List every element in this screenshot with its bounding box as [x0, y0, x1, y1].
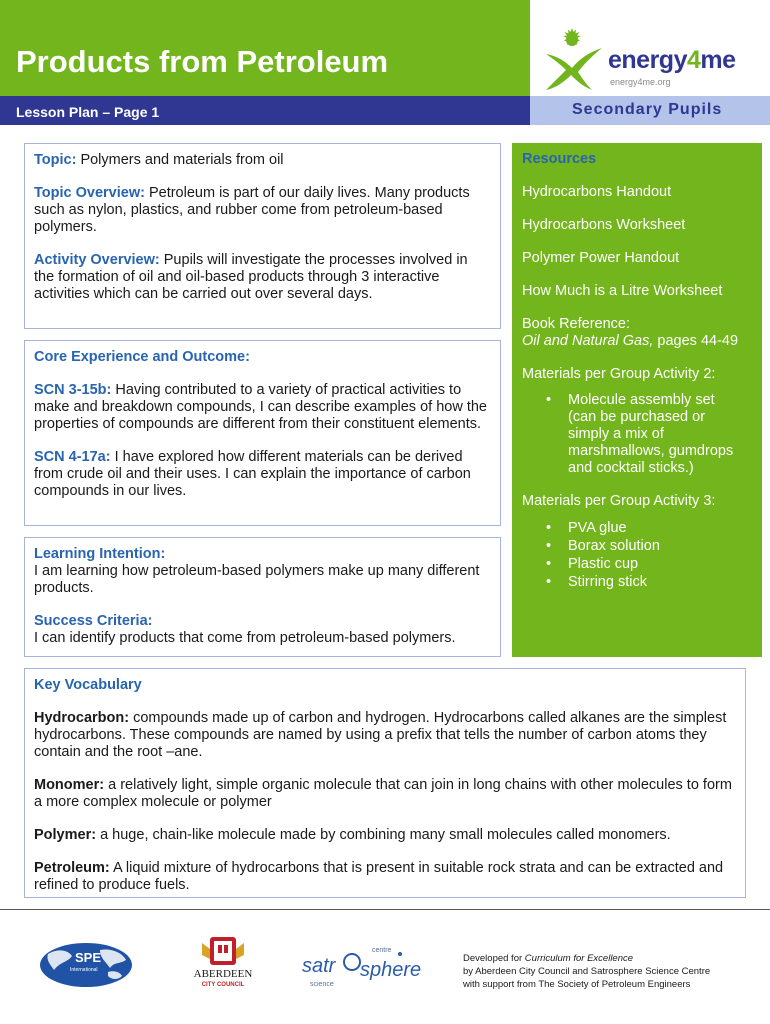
satrosphere-centre: centre	[372, 947, 392, 954]
activity-text: Pupils will investigate the processes involved in the formation of oil and oil-based products through 3 interactive activities which can be carried out over several days.	[34, 252, 468, 302]
list-item: • Borax solution	[522, 537, 752, 555]
activity2-list	[522, 392, 752, 477]
book-reference	[522, 333, 752, 350]
logo-suffix: me	[700, 46, 736, 74]
logo-word: energy	[608, 46, 687, 74]
topic-line	[34, 152, 491, 169]
core-title: Core Experience and Outcome:	[34, 349, 250, 365]
intention-label: Learning Intention:	[34, 546, 166, 562]
resource-item: Hydrocarbons Worksheet	[522, 217, 686, 233]
activity-label: Activity Overview:	[34, 252, 160, 268]
page-subtitle: Lesson Plan – Page 1	[16, 104, 160, 120]
term-label: Petroleum:	[34, 860, 110, 876]
term-definition: compounds made up of carbon and hydrogen. Hydrocarbons called alkanes are the simplest hydrocarbons. These compounds are named by using a prefix that tells the number of carbon atoms they contain and the root –ane.	[34, 710, 727, 760]
logo-number: 4	[686, 46, 701, 74]
vocab-term	[34, 827, 737, 844]
scn2-text: I have explored how different materials can be derived from crude oil and their uses. I can explain the importance of carbon compounds in our lives.	[34, 449, 471, 499]
book-title: Oil and Natural Gas,	[522, 333, 654, 349]
spe-logo-sub: International	[70, 967, 98, 973]
satrosphere-science: science	[310, 981, 334, 988]
credits-line-1	[463, 952, 710, 965]
vocab-term	[34, 777, 737, 811]
topic-overview	[34, 185, 491, 236]
scn1-label: SCN 3-15b:	[34, 382, 112, 398]
credits-prefix: Developed for	[463, 953, 525, 964]
criteria-label: Success Criteria:	[34, 613, 153, 629]
credits-program: Curriculum for Excellence	[524, 953, 634, 964]
spe-logo-text: SPE	[75, 950, 102, 965]
activity3-list	[522, 519, 752, 591]
overview-label: Topic Overview:	[34, 185, 145, 201]
aberdeen-sub: CITY COUNCIL	[201, 982, 245, 988]
logo-url: energy4me.org	[610, 77, 671, 87]
satrosphere-word-a: satr	[302, 955, 336, 977]
topic-label: Topic:	[34, 152, 77, 168]
credits-line-2: by Aberdeen City Council and Satrosphere Science Centre	[463, 966, 711, 977]
resource-item: Polymer Power Handout	[522, 250, 680, 266]
page-title: Products from Petroleum	[16, 44, 389, 79]
credits	[463, 952, 710, 991]
scn1-text: Having contributed to a variety of practical activities to make and breakdown compounds, I can describe examples of how the properties of compounds are different from their constituent elements.	[34, 382, 487, 432]
aberdeen-text: ABERDEEN	[193, 968, 253, 980]
audience-label: Secondary Pupils	[572, 101, 723, 118]
term-label: Polymer:	[34, 827, 97, 843]
term-label: Hydrocarbon:	[34, 710, 130, 726]
resource-item: Hydrocarbons Handout	[522, 184, 672, 200]
activity2-label: Materials per Group Activity 2:	[522, 366, 716, 382]
vocabulary-title: Key Vocabulary	[34, 677, 142, 693]
activity-overview	[34, 252, 491, 303]
term-definition: a relatively light, simple organic molecule that can join in long chains with other molecules to form a more complex molecule or polymer	[34, 777, 732, 810]
core-experience-box	[24, 340, 501, 526]
satrosphere-word-b: sphere	[360, 959, 422, 981]
list-item: • PVA glue	[522, 519, 752, 537]
topic-text: Polymers and materials from oil	[76, 152, 284, 168]
resource-item: How Much is a Litre Worksheet	[522, 283, 723, 299]
activity3-label: Materials per Group Activity 3:	[522, 493, 716, 509]
term-definition: a huge, chain-like molecule made by combining many small molecules called monomers.	[96, 827, 671, 843]
resources-box	[512, 143, 762, 657]
credits-line-3: with support from The Society of Petroleum Engineers	[463, 979, 691, 990]
list-item: • Molecule assembly set (can be purchased or simply a mix of marshmallows, gumdrops and cocktail sticks.)	[522, 392, 738, 477]
learning-box	[24, 537, 501, 657]
scn-4-17a	[34, 449, 491, 500]
intention-text: I am learning how petroleum-based polymers make up many different products.	[34, 563, 480, 596]
vocabulary-box	[24, 668, 746, 898]
scn-3-15b	[34, 382, 491, 433]
list-item: • Plastic cup	[522, 555, 752, 573]
book-pages: pages 44-49	[653, 333, 739, 349]
aberdeen-crest-icon	[178, 935, 268, 990]
spe-logo-icon	[38, 940, 138, 990]
satrosphere-logo-icon	[300, 942, 430, 990]
vocab-term	[34, 860, 737, 894]
scn2-label: SCN 4-17a:	[34, 449, 111, 465]
overview-text: Petroleum is part of our daily lives. Many products such as nylon, plastics, and rubber come from petroleum-based polymers.	[34, 185, 470, 235]
criteria-text: I can identify products that come from petroleum-based polymers.	[34, 630, 456, 646]
resources-title: Resources	[522, 151, 597, 167]
term-label: Monomer:	[34, 777, 105, 793]
list-item: • Stirring stick	[522, 573, 752, 591]
book-reference-label: Book Reference:	[522, 316, 631, 332]
term-definition: A liquid mixture of hydrocarbons that is present in suitable rock strata and can be extracted and refined to produce fuels.	[34, 860, 724, 893]
topic-box	[24, 143, 501, 329]
energy4me-logo-icon	[540, 28, 606, 92]
vocab-term	[34, 710, 737, 761]
footer-divider	[0, 909, 770, 910]
energy4me-logo	[608, 46, 736, 75]
